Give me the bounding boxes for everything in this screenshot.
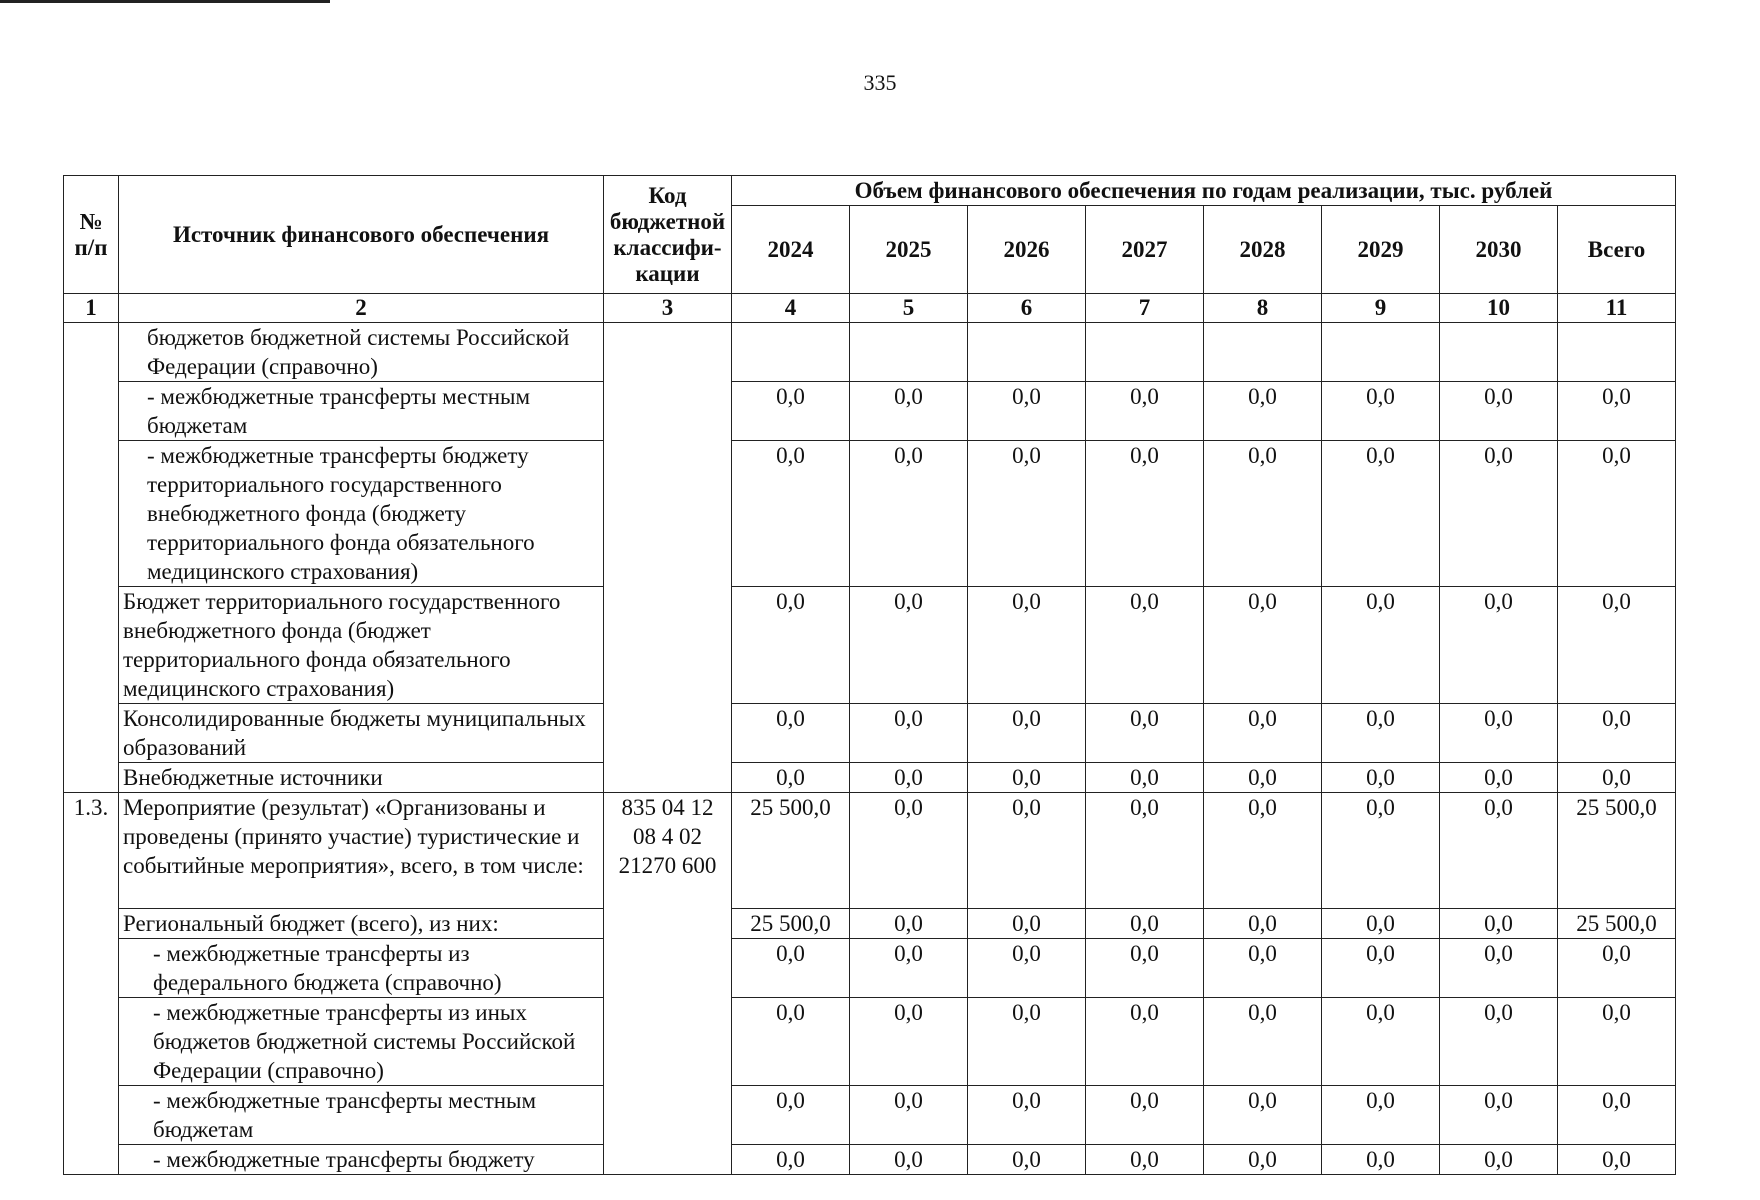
value-cell: 0,0 bbox=[1204, 704, 1322, 763]
value-cell: 0,0 bbox=[1086, 704, 1204, 763]
source-cell: - межбюджетные трансферты из иных бюджетов бюджетной системы Российской Федерации (справочно) bbox=[119, 998, 604, 1086]
value-cell: 0,0 bbox=[850, 763, 968, 793]
header-year: 2030 bbox=[1440, 206, 1558, 294]
value-cell: 0,0 bbox=[1204, 1145, 1322, 1175]
header-year: 2025 bbox=[850, 206, 968, 294]
value-cell: 0,0 bbox=[1086, 587, 1204, 704]
value-cell: 0,0 bbox=[732, 1086, 850, 1145]
value-cell: 0,0 bbox=[1558, 1145, 1676, 1175]
value-cell: 0,0 bbox=[850, 793, 968, 909]
value-cell: 0,0 bbox=[850, 587, 968, 704]
value-cell: 0,0 bbox=[1440, 909, 1558, 939]
value-cell: 0,0 bbox=[1322, 382, 1440, 441]
value-cell: 0,0 bbox=[968, 441, 1086, 587]
value-cell: 0,0 bbox=[1204, 441, 1322, 587]
header-source: Источник финансового обеспечения bbox=[119, 176, 604, 294]
value-cell: 0,0 bbox=[968, 793, 1086, 909]
column-number: 1 bbox=[64, 294, 119, 323]
table-row bbox=[64, 998, 1676, 1086]
value-cell: 0,0 bbox=[968, 704, 1086, 763]
value-cell: 0,0 bbox=[1086, 939, 1204, 998]
value-cell: 0,0 bbox=[1204, 587, 1322, 704]
column-number: 9 bbox=[1322, 294, 1440, 323]
value-cell: 0,0 bbox=[1086, 1086, 1204, 1145]
value-cell: 25 500,0 bbox=[732, 909, 850, 939]
value-cell: 0,0 bbox=[732, 441, 850, 587]
header-year: 2028 bbox=[1204, 206, 1322, 294]
source-cell: бюджетов бюджетной системы Российской Федерации (справочно) bbox=[119, 323, 604, 382]
value-cell bbox=[1322, 323, 1440, 382]
value-cell: 0,0 bbox=[850, 704, 968, 763]
value-cell bbox=[968, 323, 1086, 382]
source-cell: - межбюджетные трансферты местным бюджетам bbox=[119, 1086, 604, 1145]
value-cell bbox=[732, 323, 850, 382]
value-cell: 0,0 bbox=[1440, 704, 1558, 763]
value-cell: 0,0 bbox=[1204, 909, 1322, 939]
value-cell: 0,0 bbox=[1204, 939, 1322, 998]
source-cell: Мероприятие (результат) «Организованы и проведены (принято участие) туристические и событийные мероприятия», всего, в том числе: bbox=[119, 793, 604, 909]
table-row bbox=[64, 323, 1676, 382]
header-code: Код бюджетной классифи-кации bbox=[604, 176, 732, 294]
value-cell: 0,0 bbox=[1204, 1086, 1322, 1145]
value-cell: 0,0 bbox=[732, 998, 850, 1086]
value-cell: 0,0 bbox=[1440, 587, 1558, 704]
value-cell: 0,0 bbox=[1322, 909, 1440, 939]
value-cell: 0,0 bbox=[732, 763, 850, 793]
value-cell: 0,0 bbox=[1204, 998, 1322, 1086]
value-cell: 0,0 bbox=[1322, 1086, 1440, 1145]
value-cell: 0,0 bbox=[1440, 1145, 1558, 1175]
value-cell bbox=[1558, 323, 1676, 382]
value-cell: 0,0 bbox=[1558, 998, 1676, 1086]
value-cell: 0,0 bbox=[1204, 763, 1322, 793]
value-cell: 0,0 bbox=[1322, 587, 1440, 704]
value-cell: 0,0 bbox=[732, 704, 850, 763]
source-cell: - межбюджетные трансферты бюджету территориального государственного внебюджетного фонда (бюджету территориального фонда обязательного медицинского страхования) bbox=[119, 441, 604, 587]
header-year: 2026 bbox=[968, 206, 1086, 294]
value-cell: 0,0 bbox=[1086, 382, 1204, 441]
column-number: 7 bbox=[1086, 294, 1204, 323]
header-no: № п/п bbox=[64, 176, 119, 294]
value-cell: 0,0 bbox=[1440, 1086, 1558, 1145]
source-cell: - межбюджетные трансферты местным бюджетам bbox=[119, 382, 604, 441]
top-edge-line bbox=[0, 0, 330, 3]
table-row bbox=[64, 909, 1676, 939]
value-cell bbox=[1440, 323, 1558, 382]
value-cell: 0,0 bbox=[1558, 704, 1676, 763]
value-cell: 0,0 bbox=[1558, 1086, 1676, 1145]
value-cell: 0,0 bbox=[1440, 382, 1558, 441]
column-number: 2 bbox=[119, 294, 604, 323]
value-cell: 0,0 bbox=[1558, 763, 1676, 793]
value-cell: 0,0 bbox=[732, 587, 850, 704]
column-number: 6 bbox=[968, 294, 1086, 323]
value-cell: 25 500,0 bbox=[732, 793, 850, 909]
source-cell: Консолидированные бюджеты муниципальных образований bbox=[119, 704, 604, 763]
value-cell: 0,0 bbox=[732, 382, 850, 441]
table-row bbox=[64, 763, 1676, 793]
value-cell: 0,0 bbox=[968, 763, 1086, 793]
value-cell: 0,0 bbox=[1322, 793, 1440, 909]
table-row bbox=[64, 793, 1676, 909]
value-cell: 0,0 bbox=[1558, 441, 1676, 587]
value-cell: 0,0 bbox=[1322, 704, 1440, 763]
value-cell: 0,0 bbox=[850, 1086, 968, 1145]
header-volume: Объем финансового обеспечения по годам реализации, тыс. рублей bbox=[732, 176, 1676, 206]
value-cell: 0,0 bbox=[1322, 1145, 1440, 1175]
column-number: 3 bbox=[604, 294, 732, 323]
table-row bbox=[64, 382, 1676, 441]
value-cell bbox=[1204, 323, 1322, 382]
header-total: Всего bbox=[1558, 206, 1676, 294]
value-cell: 0,0 bbox=[968, 382, 1086, 441]
value-cell: 0,0 bbox=[1322, 939, 1440, 998]
source-cell: - межбюджетные трансферты бюджету bbox=[119, 1145, 604, 1175]
value-cell: 0,0 bbox=[1086, 763, 1204, 793]
value-cell: 0,0 bbox=[1440, 793, 1558, 909]
value-cell: 0,0 bbox=[1558, 382, 1676, 441]
value-cell: 0,0 bbox=[850, 939, 968, 998]
table-row bbox=[64, 1145, 1676, 1175]
value-cell: 0,0 bbox=[1440, 441, 1558, 587]
row-index bbox=[64, 323, 119, 793]
value-cell: 0,0 bbox=[732, 1145, 850, 1175]
value-cell: 0,0 bbox=[1322, 441, 1440, 587]
table-row bbox=[64, 441, 1676, 587]
source-cell: Бюджет территориального государственного внебюджетного фонда (бюджет территориального фонда обязательного медицинского страхования) bbox=[119, 587, 604, 704]
value-cell: 0,0 bbox=[1086, 1145, 1204, 1175]
column-number: 10 bbox=[1440, 294, 1558, 323]
value-cell: 0,0 bbox=[850, 909, 968, 939]
row-index: 1.3. bbox=[64, 793, 119, 1175]
financing-table bbox=[63, 175, 1676, 1175]
value-cell bbox=[1086, 323, 1204, 382]
table-row bbox=[64, 704, 1676, 763]
header-year: 2029 bbox=[1322, 206, 1440, 294]
value-cell: 0,0 bbox=[968, 587, 1086, 704]
value-cell: 0,0 bbox=[1086, 441, 1204, 587]
value-cell: 0,0 bbox=[850, 441, 968, 587]
value-cell: 0,0 bbox=[850, 998, 968, 1086]
value-cell: 0,0 bbox=[968, 939, 1086, 998]
value-cell: 0,0 bbox=[1086, 998, 1204, 1086]
column-number: 4 bbox=[732, 294, 850, 323]
value-cell: 0,0 bbox=[968, 909, 1086, 939]
value-cell: 25 500,0 bbox=[1558, 909, 1676, 939]
header-year: 2024 bbox=[732, 206, 850, 294]
value-cell: 0,0 bbox=[1322, 998, 1440, 1086]
value-cell: 0,0 bbox=[968, 1145, 1086, 1175]
value-cell: 0,0 bbox=[850, 382, 968, 441]
column-number: 11 bbox=[1558, 294, 1676, 323]
code-cell: 835 04 12 08 4 02 21270 600 bbox=[604, 793, 732, 1175]
header-year: 2027 bbox=[1086, 206, 1204, 294]
table-row bbox=[64, 587, 1676, 704]
value-cell: 0,0 bbox=[1558, 587, 1676, 704]
value-cell: 0,0 bbox=[968, 998, 1086, 1086]
table-row bbox=[64, 1086, 1676, 1145]
value-cell: 0,0 bbox=[850, 1145, 968, 1175]
value-cell bbox=[850, 323, 968, 382]
page-number: 335 bbox=[863, 70, 897, 95]
value-cell: 0,0 bbox=[732, 939, 850, 998]
column-number: 8 bbox=[1204, 294, 1322, 323]
value-cell: 0,0 bbox=[1440, 939, 1558, 998]
source-cell: Региональный бюджет (всего), из них: bbox=[119, 909, 604, 939]
source-cell: Внебюджетные источники bbox=[119, 763, 604, 793]
table-row bbox=[64, 939, 1676, 998]
source-cell: - межбюджетные трансферты из федерального бюджета (справочно) bbox=[119, 939, 604, 998]
code-cell bbox=[604, 323, 732, 793]
value-cell: 25 500,0 bbox=[1558, 793, 1676, 909]
value-cell: 0,0 bbox=[1086, 793, 1204, 909]
column-number: 5 bbox=[850, 294, 968, 323]
value-cell: 0,0 bbox=[1440, 763, 1558, 793]
value-cell: 0,0 bbox=[1558, 939, 1676, 998]
value-cell: 0,0 bbox=[1204, 382, 1322, 441]
value-cell: 0,0 bbox=[968, 1086, 1086, 1145]
value-cell: 0,0 bbox=[1440, 998, 1558, 1086]
value-cell: 0,0 bbox=[1086, 909, 1204, 939]
value-cell: 0,0 bbox=[1204, 793, 1322, 909]
value-cell: 0,0 bbox=[1322, 763, 1440, 793]
